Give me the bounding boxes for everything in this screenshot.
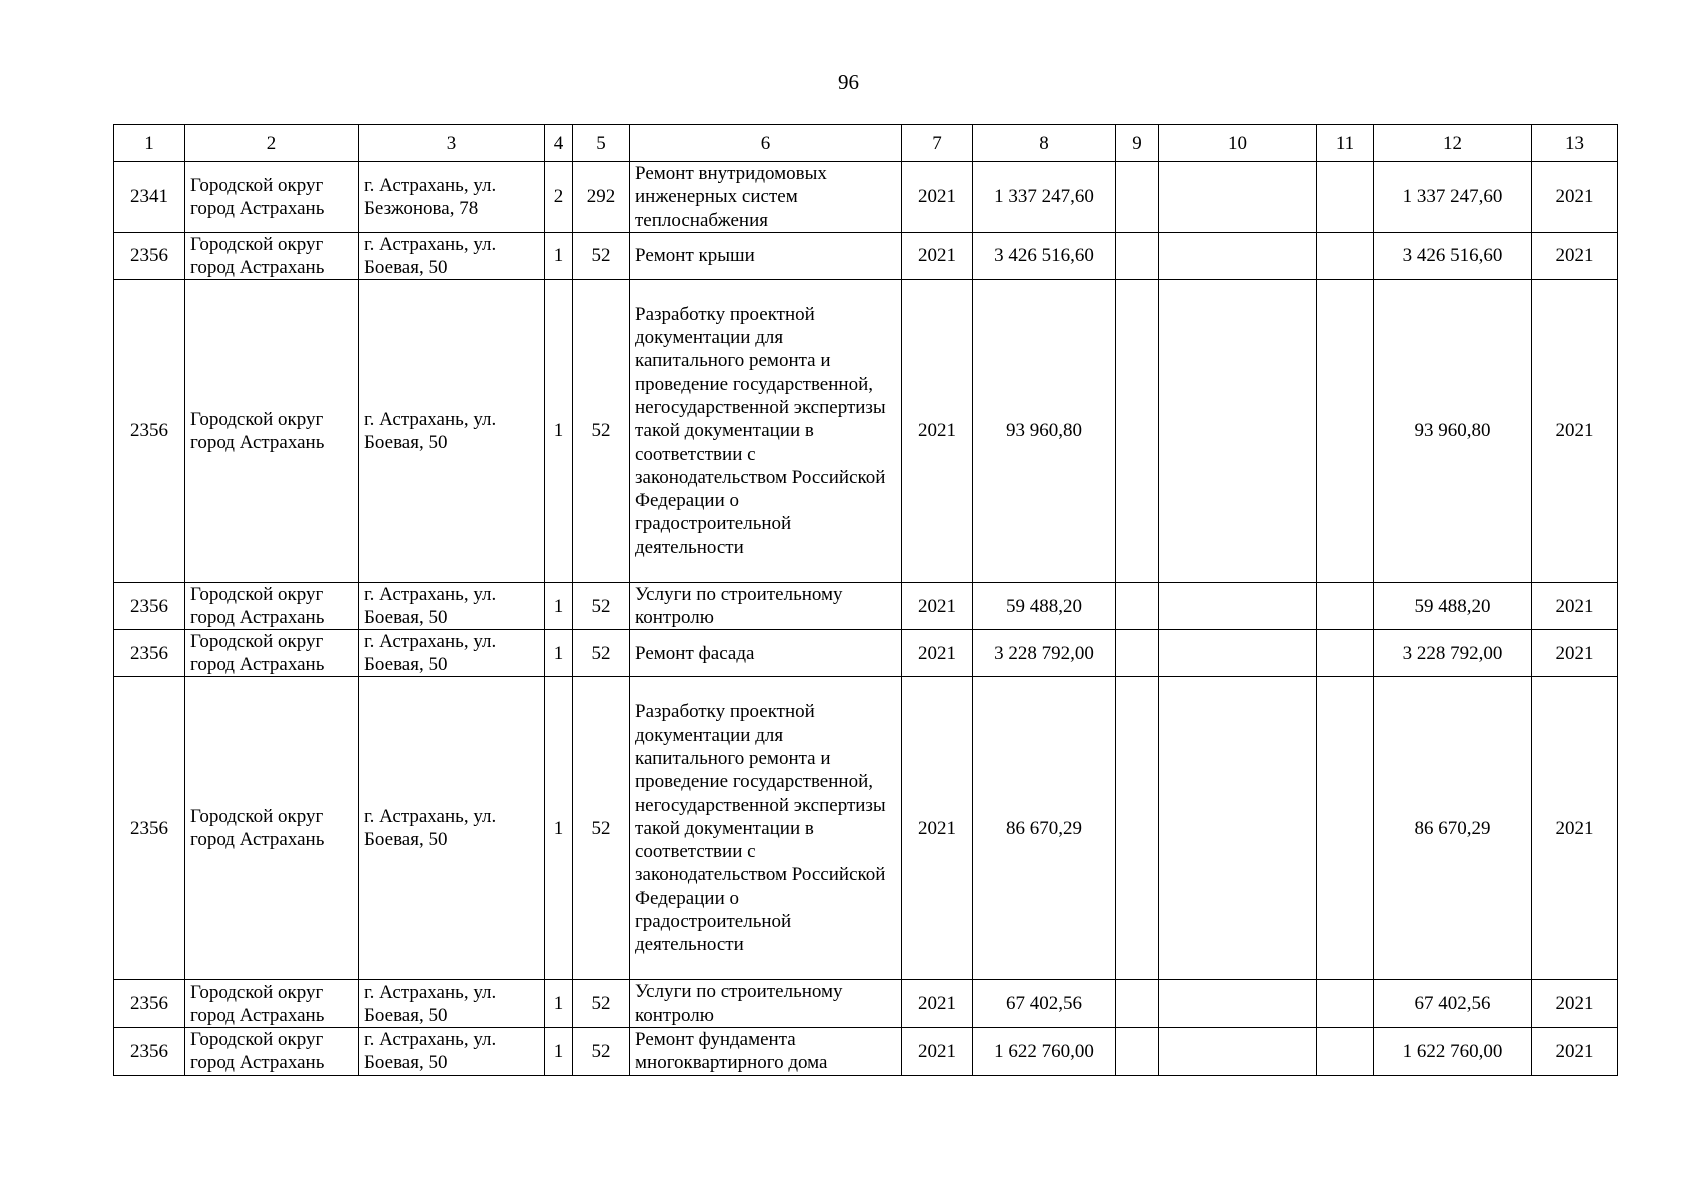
cell-work-type: Услуги по строительному контролю [630,582,902,630]
cell-municipality: Городской округ город Астрахань [185,630,359,677]
column-header: 8 [973,125,1116,162]
cell-year: 2021 [902,162,973,233]
cell-col5: 52 [573,582,630,630]
cell-work-type: Ремонт крыши [630,232,902,279]
cell-col5: 52 [573,232,630,279]
cell-address: г. Астрахань, ул. Боевая, 50 [359,630,545,677]
cell-year: 2021 [902,980,973,1028]
cell-col9 [1116,162,1159,233]
cell-total: 3 228 792,00 [1374,630,1532,677]
cell-municipality: Городской округ город Астрахань [185,279,359,582]
cell-col11 [1317,582,1374,630]
cell-final-year: 2021 [1532,1028,1618,1076]
cell-col11 [1317,232,1374,279]
cell-col10 [1159,162,1317,233]
cell-cost: 1 622 760,00 [973,1028,1116,1076]
cell-col9 [1116,980,1159,1028]
cell-col11 [1317,630,1374,677]
cell-col10 [1159,677,1317,980]
cell-col5: 52 [573,630,630,677]
cell-col10 [1159,582,1317,630]
cell-municipality: Городской округ город Астрахань [185,1028,359,1076]
table-row [114,279,1618,582]
cell-total: 59 488,20 [1374,582,1532,630]
table-row [114,677,1618,980]
cell-col4: 1 [545,980,573,1028]
cell-col9 [1116,1028,1159,1076]
cell-col10 [1159,1028,1317,1076]
cell-total: 3 426 516,60 [1374,232,1532,279]
cell-final-year: 2021 [1532,630,1618,677]
column-header: 7 [902,125,973,162]
column-header: 6 [630,125,902,162]
cell-municipality: Городской округ город Астрахань [185,677,359,980]
column-header: 11 [1317,125,1374,162]
cell-total: 67 402,56 [1374,980,1532,1028]
cell-col11 [1317,677,1374,980]
cell-cost: 86 670,29 [973,677,1116,980]
table-row [114,1028,1618,1076]
cell-final-year: 2021 [1532,677,1618,980]
cell-total: 1 337 247,60 [1374,162,1532,233]
cell-cost: 93 960,80 [973,279,1116,582]
cell-col4: 1 [545,630,573,677]
cell-cost: 3 426 516,60 [973,232,1116,279]
column-header: 10 [1159,125,1317,162]
cell-col9 [1116,582,1159,630]
column-header: 2 [185,125,359,162]
column-header: 12 [1374,125,1532,162]
cell-work-type: Разработку проектной документации для капитального ремонта и проведение государственной, негосударственной экспертизы такой документации в соответствии с законодательством Российской Федерации о градостроительной деятельности [630,279,902,582]
cell-address: г. Астрахань, ул. Боевая, 50 [359,232,545,279]
cell-col10 [1159,630,1317,677]
cell-col11 [1317,162,1374,233]
cell-col10 [1159,232,1317,279]
cell-cost: 1 337 247,60 [973,162,1116,233]
cell-col4: 1 [545,279,573,582]
cell-address: г. Астрахань, ул. Боевая, 50 [359,1028,545,1076]
cell-work-type: Ремонт внутридомовых инженерных систем теплоснабжения [630,162,902,233]
cell-col10 [1159,279,1317,582]
cell-total: 93 960,80 [1374,279,1532,582]
cell-year: 2021 [902,630,973,677]
cell-municipality: Городской округ город Астрахань [185,582,359,630]
column-header: 5 [573,125,630,162]
cell-col4: 1 [545,582,573,630]
cell-work-type: Ремонт фундамента многоквартирного дома [630,1028,902,1076]
cell-address: г. Астрахань, ул. Боевая, 50 [359,582,545,630]
cell-col11 [1317,279,1374,582]
cell-work-type: Разработку проектной документации для капитального ремонта и проведение государственной, негосударственной экспертизы такой документации в соответствии с законодательством Российской Федерации о градостроительной деятельности [630,677,902,980]
cell-total: 1 622 760,00 [1374,1028,1532,1076]
cell-year: 2021 [902,279,973,582]
cell-final-year: 2021 [1532,162,1618,233]
register-table [113,124,1618,1076]
cell-col10 [1159,980,1317,1028]
cell-col4: 1 [545,1028,573,1076]
cell-number: 2356 [114,582,185,630]
cell-address: г. Астрахань, ул. Боевая, 50 [359,677,545,980]
cell-address: г. Астрахань, ул. Боевая, 50 [359,980,545,1028]
table-row [114,232,1618,279]
cell-cost: 67 402,56 [973,980,1116,1028]
cell-work-type: Услуги по строительному контролю [630,980,902,1028]
column-header: 9 [1116,125,1159,162]
cell-col9 [1116,677,1159,980]
cell-col4: 1 [545,677,573,980]
cell-total: 86 670,29 [1374,677,1532,980]
cell-number: 2356 [114,677,185,980]
header-row [114,125,1618,162]
cell-final-year: 2021 [1532,582,1618,630]
cell-col11 [1317,1028,1374,1076]
cell-work-type: Ремонт фасада [630,630,902,677]
cell-number: 2356 [114,232,185,279]
cell-col4: 2 [545,162,573,233]
cell-col5: 292 [573,162,630,233]
cell-municipality: Городской округ город Астрахань [185,980,359,1028]
cell-address: г. Астрахань, ул. Безжонова, 78 [359,162,545,233]
cell-number: 2356 [114,279,185,582]
cell-col9 [1116,279,1159,582]
cell-cost: 3 228 792,00 [973,630,1116,677]
cell-municipality: Городской округ город Астрахань [185,232,359,279]
cell-final-year: 2021 [1532,232,1618,279]
cell-col4: 1 [545,232,573,279]
cell-number: 2341 [114,162,185,233]
cell-col5: 52 [573,1028,630,1076]
column-header: 1 [114,125,185,162]
table-row [114,980,1618,1028]
cell-year: 2021 [902,232,973,279]
column-header: 13 [1532,125,1618,162]
cell-municipality: Городской округ город Астрахань [185,162,359,233]
cell-col9 [1116,630,1159,677]
cell-col5: 52 [573,980,630,1028]
cell-col5: 52 [573,279,630,582]
cell-final-year: 2021 [1532,279,1618,582]
table-row [114,162,1618,233]
table-row [114,582,1618,630]
cell-col9 [1116,232,1159,279]
cell-final-year: 2021 [1532,980,1618,1028]
cell-number: 2356 [114,980,185,1028]
table-row [114,630,1618,677]
page-number: 96 [838,70,859,94]
column-header: 3 [359,125,545,162]
cell-number: 2356 [114,1028,185,1076]
cell-year: 2021 [902,582,973,630]
cell-col11 [1317,980,1374,1028]
cell-col5: 52 [573,677,630,980]
cell-cost: 59 488,20 [973,582,1116,630]
cell-number: 2356 [114,630,185,677]
column-header: 4 [545,125,573,162]
cell-year: 2021 [902,677,973,980]
cell-address: г. Астрахань, ул. Боевая, 50 [359,279,545,582]
cell-year: 2021 [902,1028,973,1076]
